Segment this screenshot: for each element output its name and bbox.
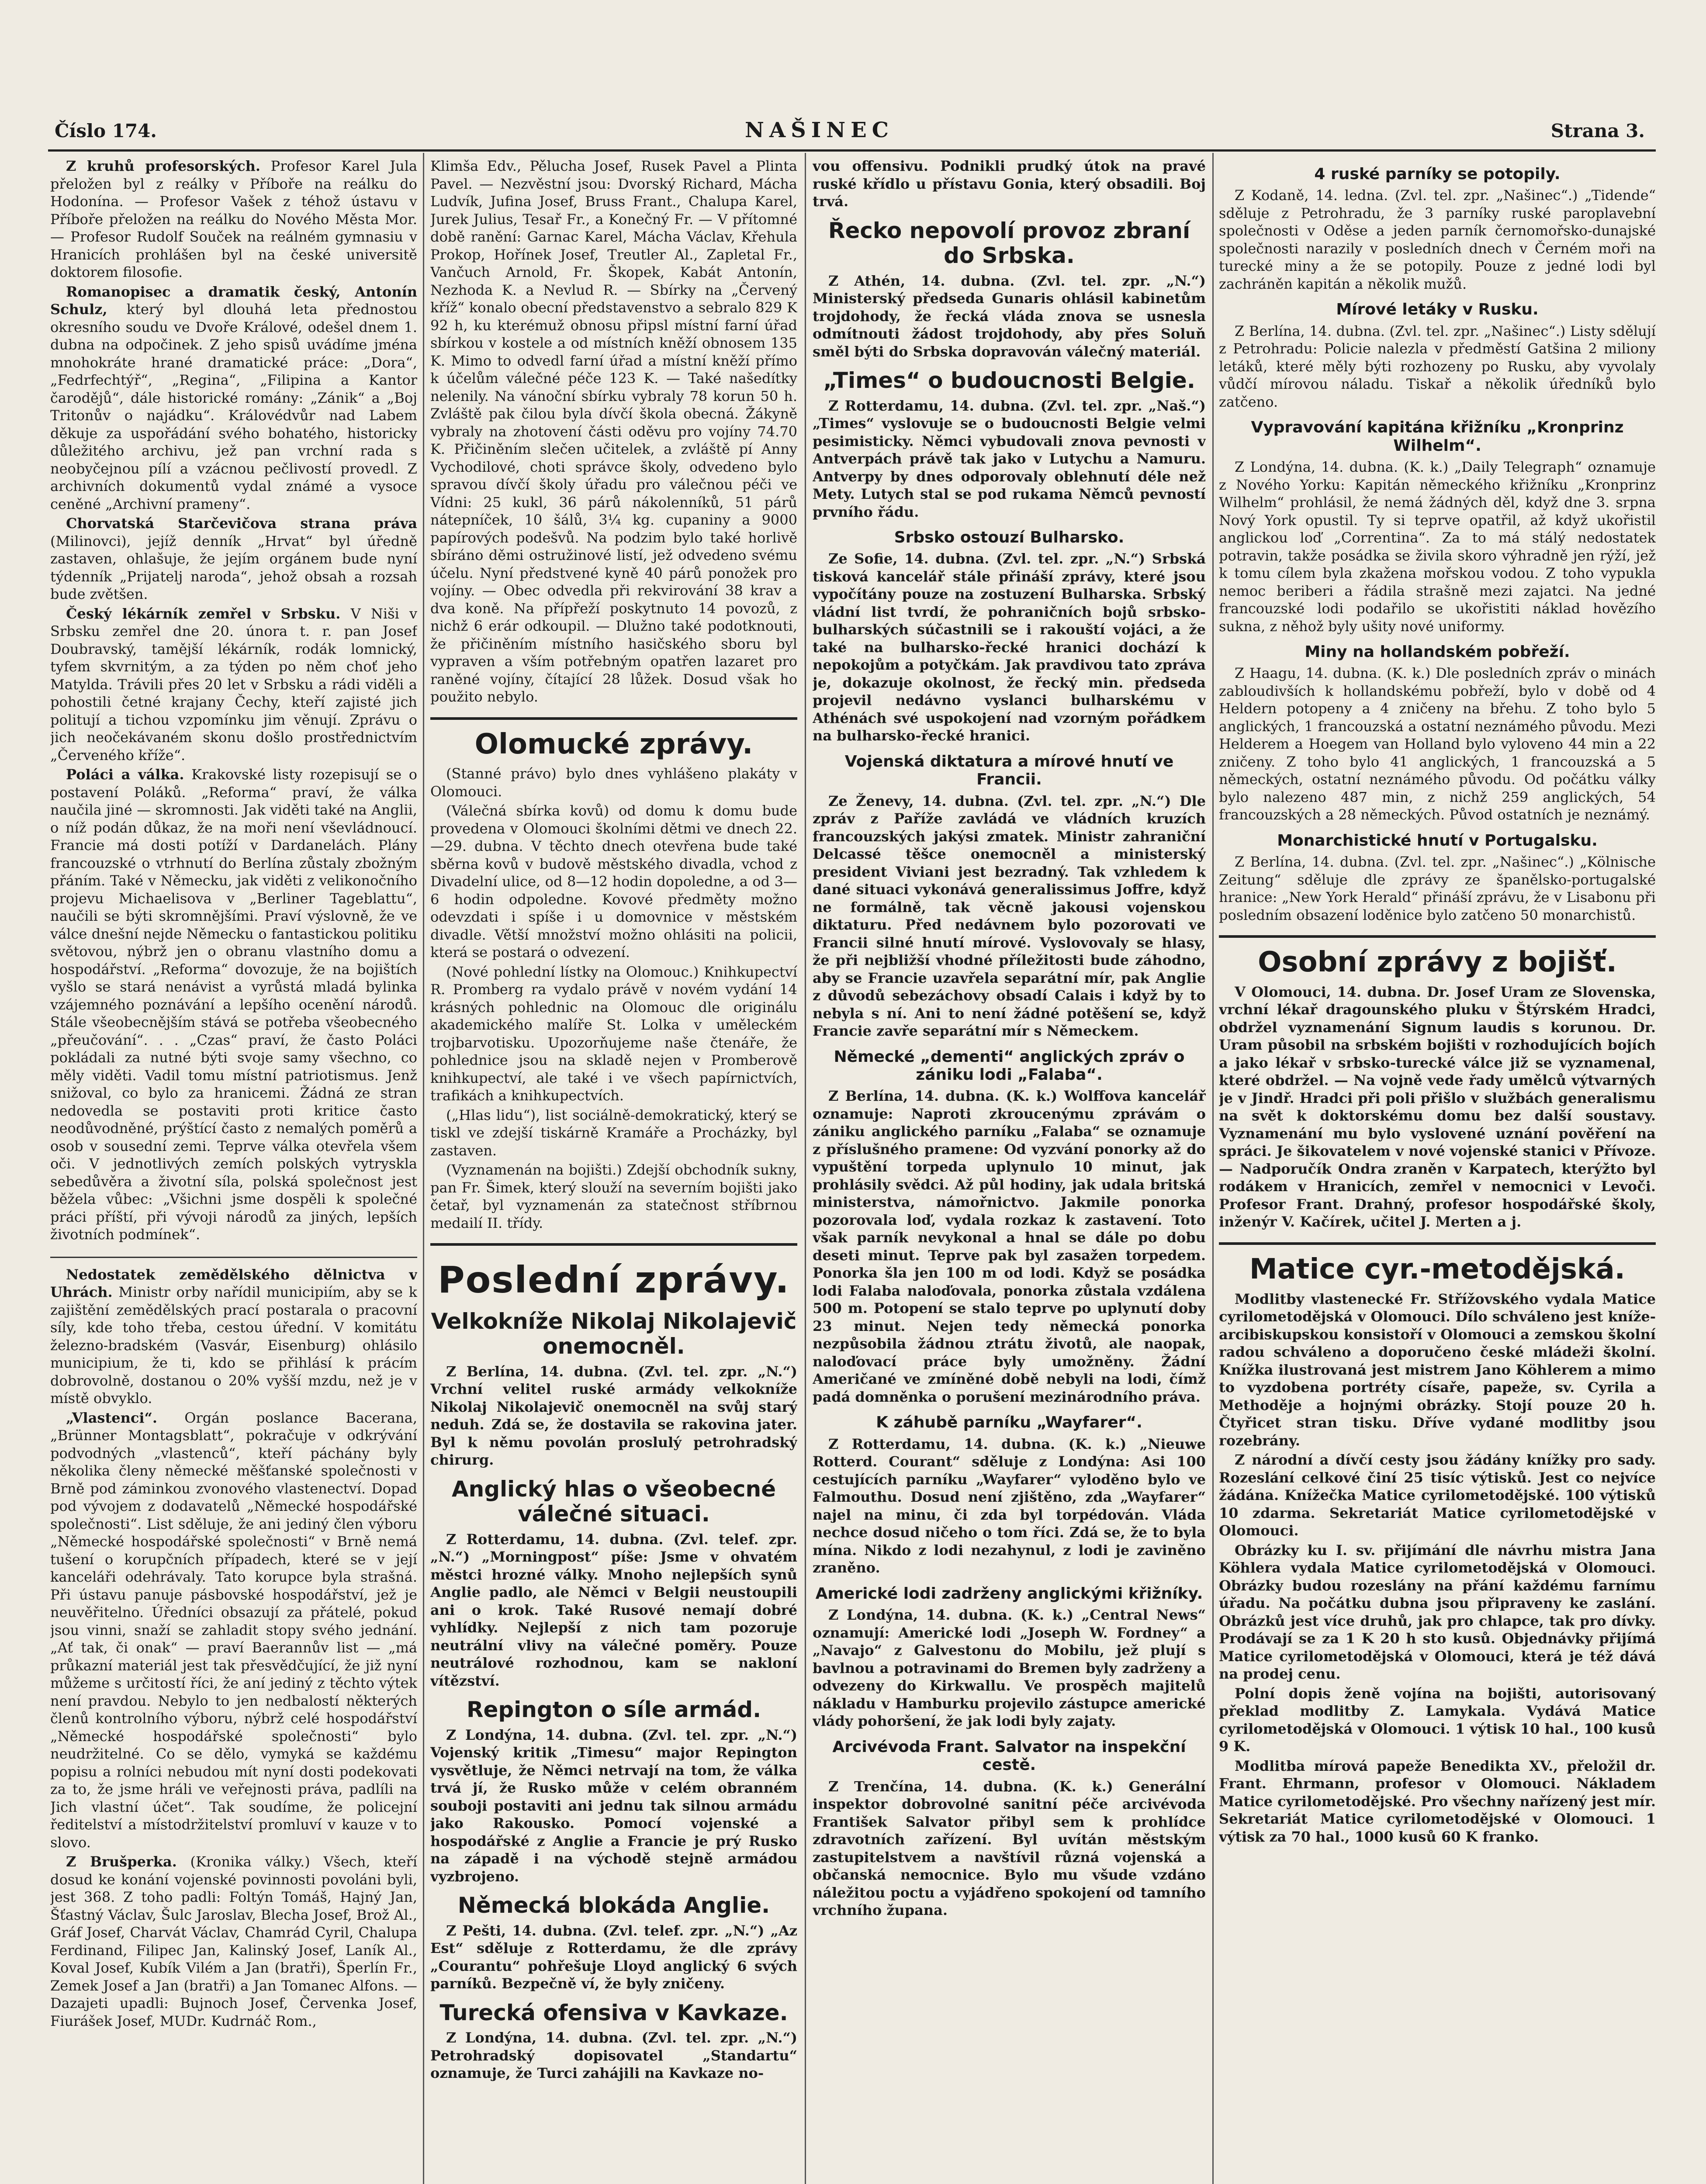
- headline: Velkokníže Nikolaj Nikolajevič onemocněl.: [431, 1308, 797, 1359]
- article: V Olomouci, 14. dubna. Dr. Josef Uram ze Slovenska, vrchní lékař dragounského pluku v Štýrském Hradci, obdržel vyznamenání Signum laudis s korunou. Dr. Uram působil na srbském bojišti v rozhodujících bojích a jako lékař v srbsko-turecké válce již se vyznamenal, které obdržel. — Na vojně vede řady umělců výtvarných je v Jindř. Hradci při poli přišlo v službách generalismu na svět k doktorskému domu bez další soustavy. Vyznamenání mu bylo vyslovené uznání pověření na spráci. Je šikovatelem v nové vojenské stanici v Přívoze. — Nadporučík Ondra zraněn v Karpatech, kterýžto byl rodákem v Hranicích, zemřel v nemocnici v Levoči. Profesor Frant. Drahný, profesor hospodářské školy, inženýr V. Kačírek, učitel J. Merten a j.: [1219, 983, 1656, 1230]
- article: Romanopisec a dramatik český, Antonín Schulz, který byl dlouhá leta přednostou okresního soudu ve Dvoře Králové, odešel dnem 1. dubna na odpočinek. Z jeho spisů uvádíme jména mnohokráte hrané dramatické práce: „Dora“, „Fedrfechtýř“, „Regina“, „Filipina a Kantor čarodějů“, dále historické romány: „Zánik“ a „Boj Tritonův o najádku“. Královédvůr nad Labem děkuje za uspořádání svého bohatého, historicky důležitého archivu, jež pan vrchní rada s neobyčejnou pílí a vzácnou pečlivostí provedl. Z archivních dokumentů vydal známé a vysoce ceněné „Archivní prameny“.: [50, 283, 417, 512]
- headline: Německé „dementi“ anglických zpráv o zániku lodi „Falaba“.: [834, 1047, 1185, 1084]
- headline: Německá blokáda Anglie.: [457, 1893, 770, 1918]
- section-separator: [430, 717, 797, 720]
- section-separator: [1219, 1242, 1656, 1245]
- article: Český lékárník zemřel v Srbsku. V Niši v Srbsku zemřel dne 20. února t. r. pan Josef Doubravský, tamější lékárník, rodák lomnický, tyfem skvrnitým, a za týden po něm choť jeho Matylda. Trávili přes 20 let v Srbsku a rádi viděli a pohostili četné krajany Čechy, kteří zajisté jich politují a tichou vzpomínku jim věnují. Zprávu o jich neočekávaném skonu došlo prostřednictvím „Červeného kříže“.: [50, 605, 417, 764]
- section-separator: [50, 1257, 417, 1258]
- article: Z Londýna, 14. dubna. (Zvl. tel. zpr. „N.“) Vojenský kritik „Timesu“ major Repington vysvětluje, že Němci netrvají na tom, že válka trvá jí, že Rusko může v celém obranném souboji postaviti ani jednu tak silnou armádu jako Rakousko. Pomocí vojenské a hospodářské z Anglie a Francie je prý Rusko na západě i na východě stejně armádou vyzbrojeno.: [430, 1726, 797, 1885]
- headline: Miny na hollandském pobřeží.: [1305, 643, 1570, 661]
- article: Chorvatská Starčevičova strana práva (Milinovci), jejíž denník „Hrvat“ byl úředně zastaven, ohlašuje, že jejím orgánem bude nyní týdenník „Prijatelj naroda“, jehož obsah a rozsah bude zvětšen.: [50, 515, 417, 602]
- issue-number: Číslo 174.: [55, 120, 157, 142]
- article: Z Haagu, 14. dubna. (K. k.) Dle posledních zpráv o minách zabloudivších k hollandskému pobřeží, bylo v době od 4 Heldern potopeny a 4 zničeny na břehu. Z toho bylo 5 anglických, 1 francouzská a ostatní neznámého původu. Mezi Helderem a Hoegem van Holland bylo vyloveno 44 min a 22 zničeny. Z toho bylo 41 anglických, 1 francouzská a 5 německých, ostatní neznámého původu. Od počátku války bylo nalezeno 487 min, z nichž 259 anglických, 54 francouzských a 28 německých. Původ ostatních je neznámý.: [1219, 665, 1656, 823]
- headline: Repington o síle armád.: [466, 1697, 761, 1723]
- article: „Vlastenci“. Orgán poslance Bacerana, „Brünner Montagsblatt“, pokračuje v odkrývání podvodných „vlastenců“, kteří páchány byly několika členy německé měšťanské společnosti v Brně pod záminkou zvonového vlastenectví. Dopad pod vývojem z dodavatelů „Německé hospodářské společnosti“. List sděluje, že ani jediný člen výboru „Německé hospodářské společnosti“ v Brně nemá tušení o korupčních případech, které se v její kanceláři odehrávaly. Tato korupce byla strašná. Při ústavu panuje pásbovské hospodářství, jež je neuvěřitelno. Úředníci obsazují za přátelé, pokud jsou vinni, snaží se zahladit stopy svého jednání. „Ať tak, či onak“ — praví Baerannův list — „má průkazní materiál jest tak přesvědčující, že již nyní můžeme s určitostí říci, že aní jediný z těchto výtek není pravdou. Nebylo to jen nedbalostí některých členů kontrolního výboru, nýbrž celé hospodářství „Německé hospodářské společnosti“ bylo neudržitelné. Co se dělo, vymyká se každému popisu a rolníci nebudou mít nyní dosti podekovati za to, že jsme hráli ve veřejnosti práva, padlíli na Jich vlastní účet“. Tak soudíme, že policejní ředitelství a místodržitelství promluví v kauze v to slovo.: [50, 1409, 417, 1851]
- page-number: Strana 3.: [1550, 120, 1645, 142]
- article: Z Rotterdamu, 14. dubna. (K. k.) „Nieuwe Rotterd. Courant“ sděluje z Londýna: Asi 100 cestujících parníku „Wayfarer“ vyloděno bylo ve Falmouthu. Dosud není zjištěno, zda „Wayfarer“ najel na minu, či zda byl torpédován. Vláda nechce dosud ničeho o tom říci. Zdá se, že to byla mína. Nikdo z lodi nezahynul, z lodi je zaviněno zraněno.: [813, 1435, 1206, 1576]
- article: Z Londýna, 14. dubna. (K. k.) „Daily Telegraph“ oznamuje z Nového Yorku: Kapitán německého křižníku „Kronprinz Wilhelm“ prohlásil, že nemá žádných děl, když dne 3. srpna Nový York opustil. Ty si teprve opatřil, až když ukořistil anglickou loď „Correntina“. Za to má stálý nedostatek potravin, takže posádka se živila skoro výhradně jen rýží, jež k tomu cílem byla zkažena mořskou vodou. Z toho vypukla nemoc beriberi a řádila strašně mezi zajatci. Na jedné francouzské lodi podařilo se ukořistiti náklad hovězího sukna, z něhož byly ušity nové uniformy.: [1219, 459, 1656, 635]
- article: Z Athén, 14. dubna. (Zvl. tel. zpr. „N.“) Ministerský předseda Gunaris ohlásil kabinetům trojdohody, že řecká vláda znova se usnesla odmítnouti žádost trojdohody, aby přes Soluň směl býti do Srbska dopravován válečný materiál.: [813, 272, 1206, 360]
- headline: Americké lodi zadrženy anglickými křižníky.: [815, 1584, 1203, 1603]
- headline: Řecko nepovolí provoz zbraní do Srbska.: [828, 218, 1190, 268]
- article: („Hlas lidu“), list sociálně-demokratický, který se tiskl ve zdejší tiskárně Kramáře a Procházky, byl zastaven.: [430, 1106, 797, 1159]
- article: Ze Sofie, 14. dubna. (Zvl. tel. zpr. „N.“) Srbská tisková kancelář stále přináší zprávy, které jsou vypočítány pouze na zostuzení Bulharska. Srbský vládní list tvrdí, že pohraničních bojů srbsko-bulharských súčastnili se i rakouští vojáci, a že také na bulharsko-řecké hranici dochází k nepokojům a potyčkám. Jak pravdivou tato zpráva je, dokazuje okolnost, že řecký min. předseda projevil nedávno vyslanci bulharskému v Athénách své uspokojení nad vzorným pořádkem na bulharsko-řecké hranici.: [813, 550, 1206, 744]
- headline: „Times“ o budoucnosti Belgie.: [823, 368, 1195, 393]
- section-heading: Osobní zprávy z bojišť.: [1258, 946, 1617, 979]
- header-rule: [48, 149, 1656, 152]
- headline: Arcivévoda Frant. Salvator na inspekční cestě.: [832, 1738, 1186, 1774]
- headline: Anglický hlas o všeobecné válečné situaci.: [451, 1476, 776, 1527]
- article: Z Berlína, 14. dubna. (Zvl. tel. zpr. „Našinec“.) Listy sdělují z Petrohradu: Policie nalezla v předměstí Gatšina 2 miliony letáků, které měly býti rozhozeny po Rusku, aby vyvolaly vůdčí mírovou náladu. Tiskař a několik úředníků bylo zatčeno.: [1219, 322, 1656, 410]
- article: Z Londýna, 14. dubna. (K. k.) „Central News“ oznamují: Americké lodi „Joseph W. Fordney“ a „Navajo“ z Galvestonu do Mobilu, jež plují s bavlnou a potravinami do Bremen byly zadrženy a odvezeny do Kirkwallu. Ve prospěch majitelů nákladu v Hamburku projevilo zástupce americké vlády pohoršení, že jak lodi byly zajaty.: [813, 1607, 1206, 1730]
- article: Klimša Edv., Pělucha Josef, Rusek Pavel a Plinta Pavel. — Nezvěstní jsou: Dvorský Richard, Mácha Ludvík, Jufina Josef, Bruss Frant., Chalupa Karel, Jurek Julius, Tesař Fr., a Konečný Fr. — V přítomné době ranění: Garnac Karel, Mácha Václav, Křehula Prokop, Hořínek Josef, Treutler Al., Zapletal Fr., Vančuch Arnold, Fr. Škopek, Kabát Antonín, Nezhoda K. a Nevlud R. — Sbírky na „Červený kříž“ konalo obecní představenstvo a sebralo 829 K 92 h, ku kterémuž obnosu připsl místní farní úřad sbírkou v kostele a od místních kněží obnosem 135 K. Mimo to odvedl farní úřad a místní kněží přímo k účelům válečné péče 123 K. — Také našedítky nelenily. Na vánoční sbírku vybraly 78 korun 50 h. Zvláště pak čilou byla dívčí škola obecná. Žákyně vybraly na zhotovení části oděvu pro vojíny 74.70 K. Přičiněním slečen učitelek, a zvláště pí Anny Vychodilové, choti správce školy, odvedeno bylo spravou dívčí školy úřadu pro válečnou péči ve Vídni: 25 kukl, 36 párů nákolenníků, 51 párů nátepníček, 10 šálů, 3¼ kg. cupaniny a 9000 papírových podešvů. Na podzim bylo také horlivě sbíráno děmi ostružinové listí, jež odvedeno svému účelu. Nyní předstvené kyně 40 párů ponožek pro vojíny. — Obec odvedla při rekvirování 38 krav a dva koně. Na přípřeží poskytnuto 14 povozů, z nichž 6 erár odkoupil. — Dlužno také podotknouti, že přičiněním místního hasičského sboru byl vypraven a vším potřebným opatřen lazaret pro raněné vojíny, čítající 28 lůžek. Dosud však ho použito nebylo.: [430, 158, 797, 705]
- headline: Srbsko ostouzí Bulharsko.: [894, 529, 1125, 546]
- article: Z Berlína, 14. dubna. (K. k.) Wolffova kancelář oznamuje: Naproti zkroucenýmu zprávám o zániku anglického parníku „Falaba“ se oznamuje z příslušného pramene: Od vyzvání ponorky až do vypuštění torpeda uplynulo 10 minut, jak prohlásily svědci. Až půl hodiny, jak udala britská ministerstva, námořnictvo. Jakmile ponorka pozorovala loď, vydala rozkaz k zastavení. Toto však parník nevykonal a hnal se dále po dobu deseti minut. Teprve pak byl zasažen torpedem. Ponorka šla jen 100 m od lodi. Když se posádka lodi Falaba naloďovala, ponorka zůstala vzdálena 500 m. Potopení se stalo teprve po uplynutí doby 23 minut. Nejen tedy německá ponorka nezpůsobila žádnou ztrátu životů, ale naopak, naloďovací práce byly umožněny. Žádní Američané ve zmíněné době nebyli na lodi, čímž padá domněnka o porušení mezinárodního práva.: [813, 1088, 1206, 1405]
- headline: K záhubě parníku „Wayfarer“.: [876, 1413, 1142, 1432]
- headline: Turecká ofensiva v Kavkaze.: [439, 2000, 788, 2025]
- article: Z národní a dívčí cesty jsou žádány knížky pro sady. Rozeslání celkové činí 25 tisíc výtisků. Jest co nejvíce žádána. Knížečka Matice cyrilometodějské. 100 výtisků 10 zdarma. Sekretariát Matice cyrilometodějské v Olomouci.: [1219, 1451, 1656, 1539]
- headline: Vypravování kapitána křižníku „Kronprinz Wilhelm“.: [1251, 418, 1624, 455]
- article: Modlitba mírová papeže Benedikta XV., přeložil dr. Frant. Ehrmann, profesor v Olomouci. Nákladem Matice cyrilometodějské. Pro všechny nařízený jest mír. Sekretariát Matice cyrilometodějské v Olomouci. 1 výtisk za 70 hal., 1000 kusů 60 K franko.: [1219, 1757, 1656, 1845]
- article: (Nové pohlední lístky na Olomouc.) Knihkupectví R. Promberg ra vydalo právě v novém vydání 14 krásných pohlednic na Olomouc dle originálu akademického malíře St. Lolka v uměleckém trojbarvotisku. Upozorňujeme naše čtenáře, že pohlednice jsou na skladě nejen v Promberově knihkupectví, ale také i ve všech papírnictvích, trafikách a knihkupectvích.: [430, 963, 797, 1104]
- article: (Vyznamenán na bojišti.) Zdejší obchodník sukny, pan Fr. Šimek, který slouží na severním bojišti jako četař, byl vyznamenán za statečnost stříbrnou medailí II. třídy.: [430, 1161, 797, 1231]
- article: Z Pešti, 14. dubna. (Zvl. telef. zpr. „N.“) „Az Est“ sděluje z Rotterdamu, že dle zprávy „Courantu“ pohřešuje Lloyd anglický 6 svých parníků. Bezpečně ví, že byly zničeny.: [430, 1922, 797, 1992]
- article: Z Trenčína, 14. dubna. (K. k.) Generální inspektor dobrovolné sanitní péče arcivévoda František Salvator přibyl sem k prohlídce zdravotních zařízení. Byl uvítán městským zastupitelstvem a navštívil různá vojenská a občanská nemocnice. Bylo mu všude vzdáno náležitou poctu a vyjádřeno spokojení od tamního vrchního župana.: [813, 1778, 1206, 1919]
- article: Z Berlína, 14. dubna. (Zvl. tel. zpr. „N.“) Vrchní velitel ruské armády velkokníže Nikolaj Nikolajevič onemocněl na svůj starý neduh. Zdá se, že dostavila se rakovina jater. Byl k němu povolán proslulý petrohradský chirurg.: [430, 1363, 797, 1469]
- article: Z kruhů profesorských. Profesor Karel Jula přeložen byl z reálky v Příboře na reálku do Hodonína. — Profesor Vašek z téhož ústavu v Příboře přeložen na reálku do Nového Města Mor. — Profesor Rudolf Souček na reálném gymnasiu v Hranicích prohlášen byl na české universitě doktorem filosofie.: [50, 158, 417, 280]
- article: Z Rotterdamu, 14. dubna. (Zvl. tel. zpr. „Naš.“) „Times“ vyslovuje se o budoucnosti Belgie velmi pesimisticky. Němci vybudovali znova pevnosti v Antverpách právě tak jako v Lutychu a Namuru. Antverpy by dnes odporovaly oblehnutí déle než Mety. Lutych stal se pod rukama Němců pevností prvního řádu.: [813, 397, 1206, 520]
- article: Nedostatek zemědělského dělnictva v Uhrách. Ministr orby nařídil municipiím, aby se k zajištění zemědělských prací postarala o pracovní síly, kde toho třeba, cestou úřední. V komitátu železno-bradském (Vasvár, Eisenburg) ohlásilo municipium, že ti, kdo se přihlásí k prácím dobrovolně, dostanou o 20% vyšší mzdu, než je v místě obvyklo.: [50, 1266, 417, 1406]
- column-1: [50, 157, 417, 2184]
- article: Z Rotterdamu, 14. dubna. (Zvl. telef. zpr. „N.“) „Morningpost“ píše: Jsme v ohvatém městci hrozné války. Mnoho nejlepších synů Anglie padlo, ale Němci v Belgii neustoupili ani o krok. Také Rusové nemají dobré vyhlídky. Nejlepší z nich tam pozoruje neutrální vlivy na válečné poměry. Pouze neutrálové rozhodnou, kam se nakloní vítězství.: [430, 1531, 797, 1689]
- headline: 4 ruské parníky se potopily.: [1314, 165, 1561, 183]
- article: Poláci a válka. Krakovské listy rozepisují se o postavení Poláků. „Reforma“ praví, že válka naučila jiné — skromnosti. Jak viděti také na Anglii, o níž podán důkaz, že na moři není vševládnoucí. Francie má dosti potíží v Dardanelách. Plány francouzské o vtrhnutí do Berlína zůstaly zbožným přáním. Také v Německu, jak viděti z velikonočního projevu Michaelisova v „Berliner Tageblattu“, naučili se býti skromnějšími. Praví výslovně, že ve válce dnešní nejde Německu o fantastickou politiku světovou, nýbrž jen o obranu vlastního domu a hospodářství. „Reforma“ dovozuje, že na bojištích vyšlo se stará nenávist a vyrůstá mladá bylinka vzájemného poznávání a lepšího ocenění národů. Stále všeobecnějším stává se potřeba všeobecného „přeučování“. . . „Czas“ praví, že často Poláci pokládali za nutné býti svoje samy všechno, co měly viděti. Vadil tomu místní patriotismus. Jenž snižoval, co bylo za hranicemi. Žádná ze stran nedovedla se postaviti proti kritice často neodůvodněné, prýštící často z nemalých poměrů a osob v sousední zemi. Teprve válka otevřela všem oči. V jednotlivých zemích polských vytryskla sebedůvěra a životní síla, polská společnost jest běžela vůbec: „Všichni jsme dospěli k společné práci příští, při vývoji národů za jiných, lepších životních podmínek“.: [50, 766, 417, 1243]
- column-3: [813, 157, 1206, 2184]
- section-heading: Matice cyr.-metodějská.: [1249, 1253, 1625, 1286]
- masthead-title: NAŠINEC: [745, 118, 894, 142]
- page-header: [46, 111, 1654, 151]
- article: Polní dopis ženě vojína na bojišti, autorisovaný překlad modlitby Z. Lamykala. Vydává Matice cyrilometodějská v Olomouci. 1 výtisk 10 hal., 100 kusů 9 K.: [1219, 1685, 1656, 1755]
- column-2: [430, 157, 797, 2184]
- column-divider: [423, 153, 424, 2184]
- article: Modlitby vlastenecké Fr. Střížovského vydala Matice cyrilometodějská v Olomouci. Dílo schváleno jest kníže-arcibiskupskou konsistoří v Olomouci a zemskou školní radou schváleno a doporučeno české mládeži školní. Knížka ilustrovaná jest mistrem Jano Köhlerem a mimo to vyzdobena portréty císaře, papeže, sv. Cyrila a Methoděje a hojnými obrázky. Stojí pouze 20 h. Čtyřicet stran tisku. Dříve vydané modlitby jsou rozebrány.: [1219, 1290, 1656, 1449]
- section-heading: Olomucké zprávy.: [474, 728, 753, 760]
- article: vou offensivu. Podnikli prudký útok na pravé ruské křídlo u přístavu Gonia, který obsadili. Boj trvá.: [813, 158, 1206, 210]
- section-separator: [430, 1243, 797, 1246]
- headline: Monarchistické hnutí v Portugalsku.: [1277, 831, 1598, 850]
- headline: Mírové letáky v Rusku.: [1336, 301, 1539, 319]
- headline: Vojenská diktatura a mírové hnutí ve Francii.: [844, 752, 1174, 789]
- section-separator: [1219, 935, 1656, 938]
- article: Z Brušperka. (Kronika války.) Všech, kteří dosud ke konání vojenské povinnosti povoláni byli, jest 368. Z toho padli: Foltýn Tomáš, Hajný Jan, Šťastný Václav, Šulc Jaroslav, Blecha Josef, Brož Al., Gráf Josef, Charvát Václav, Chamrád Cyril, Chalupa Ferdinand, Filipec Jan, Kalinský Josef, Laník Al., Koval Josef, Kubík Vilém a Jan (bratři), Šperlín Fr., Zemek Josef a Jan (bratři) a Jan Tomanec Alfons. — Dazajeti upadli: Bujnoch Josef, Červenka Josef, Fiurášek Josef, MUDr. Kudrnáč Rom.,: [50, 1853, 417, 2029]
- article: Obrázky ku I. sv. přijímání dle návrhu mistra Jana Köhlera vydala Matice cyrilometodějská v Olomouci. Obrázky budou rozeslány na přání každému farnímu úřadu. Na počátku dubna jsou připraveny ke zaslání. Obrázků jest více druhů, jak pro chlapce, tak pro dívky. Prodávají se za 1 K 20 h sto kusů. Objednávky přijímá Matice cyrilometodějská v Olomouci, která je též dává na prodej cenu.: [1219, 1541, 1656, 1683]
- article: Z Berlína, 14. dubna. (Zvl. tel. zpr. „Našinec“.) „Kölnische Zeitung“ sděluje dle zprávy ze španělsko-portugalské hranice: „New York Herald“ přináší zprávu, že v Lisabonu při posledním obsazení loděnice bylo zatčeno 50 monarchistů.: [1219, 854, 1656, 923]
- article: Z Londýna, 14. dubna. (Zvl. tel. zpr. „N.“) Petrohradský dopisovatel „Standartu“ oznamuje, že Turci zahájili na Kavkaze no-: [430, 2029, 797, 2082]
- column-divider: [1212, 153, 1214, 2184]
- article: Ze Ženevy, 14. dubna. (Zvl. tel. zpr. „N.“) Dle zpráv z Paříže zavládá ve vládních kruzích francouzských jakýsi zmatek. Ministr zahraniční Delcassé těšce onemocněl a ministerský president Viviani jest bezradný. Tak vzhledem k dané situaci vykonává generalissimus Joffre, když ne formálně, tak věcně jakousi vojenskou diktaturu. Před nedávnem bylo pozorovati ve Francii silné hnutí mírové. Vyslovovaly se hlasy, že při nejbližší vhodné příležitosti bude záhodno, aby se Francie uzavřela separátní mír, pak Anglie z důvodů sebezáchovy obsadí Calais i když by to nebyla s ní. Ani to není žádné potěšení se, když Francie zavře separátní mír s Německem.: [813, 792, 1206, 1040]
- section-heading: Poslední zprávy.: [438, 1258, 790, 1302]
- article: (Stanné právo) bylo dnes vyhlášeno plakáty v Olomouci.: [430, 765, 797, 800]
- article: Z Kodaně, 14. ledna. (Zvl. tel. zpr. „Našinec“.) „Tidende“ sděluje z Petrohradu, že 3 parníky ruské paroplavební společnosti v Oděse a jeden parník černomořsko-dunajské společnosti narazily v posledních dnech v Černém moři na turecké miny a že se potopily. Pouze z jedné lodi byl zachráněn kapitán a několik mužů.: [1219, 187, 1656, 292]
- column-divider: [805, 153, 806, 2184]
- column-4: [1219, 157, 1656, 2184]
- article: (Válečná sbírka kovů) od domu k domu bude provedena v Olomouci školními dětmi ve dnech 22.—29. dubna. V těchto dnech otevřena bude také sběrna kovů v budově městského divadla, vchod z Divadelní ulice, od 8—12 hodin dopoledne, a od 3—6 hodin odpoledne. Kovové předměty možno odevzdati i spíše i u domovnice v městském divadle. Větší množství možno ohlásiti na policii, která se postará o odvezení.: [430, 802, 797, 961]
